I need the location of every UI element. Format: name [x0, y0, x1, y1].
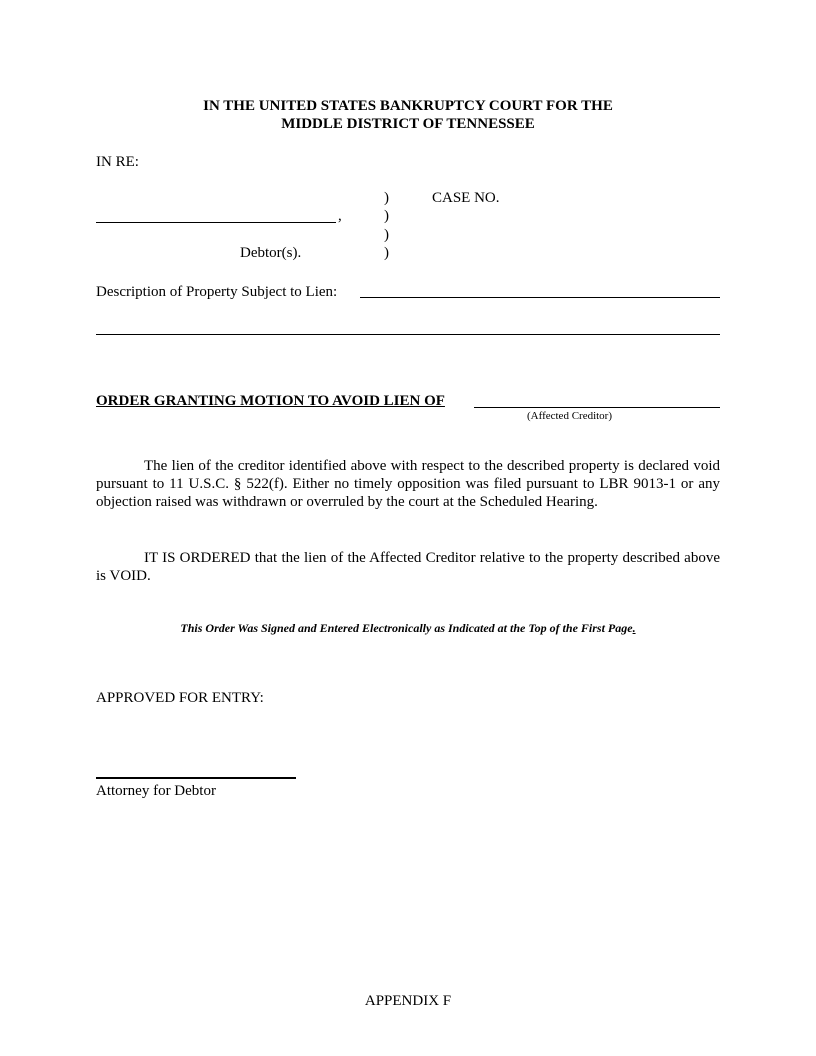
property-description-blank-2: [96, 334, 720, 335]
signed-note-period: .: [632, 621, 636, 635]
debtor-name-blank: [96, 222, 336, 223]
debtor-comma: ,: [338, 208, 342, 224]
caption-paren-2: ): [384, 208, 389, 224]
property-description-blank-1: [360, 297, 720, 298]
appendix-label: APPENDIX F: [364, 993, 452, 1009]
attorney-for-debtor-label: Attorney for Debtor: [96, 783, 216, 799]
signed-electronically-note: [96, 621, 720, 636]
court-title-line1: IN THE UNITED STATES BANKRUPTCY COURT FOR THE: [203, 98, 613, 114]
order-paragraph-2: IT IS ORDERED that the lien of the Affected Creditor relative to the property described above is VOID.: [96, 550, 720, 584]
signed-note-text: This Order Was Signed and Entered Electronically as Indicated at the Top of the First Page: [180, 621, 633, 635]
order-title: ORDER GRANTING MOTION TO AVOID LIEN OF: [96, 393, 445, 409]
debtor-label: Debtor(s).: [240, 245, 302, 261]
caption-paren-1: ): [384, 190, 389, 206]
caption-paren-4: ): [384, 245, 389, 261]
court-title-line2: MIDDLE DISTRICT OF TENNESSEE: [281, 116, 535, 132]
in-re-label: IN RE:: [96, 154, 139, 170]
approved-for-entry-label: APPROVED FOR ENTRY:: [96, 690, 264, 706]
affected-creditor-blank: [474, 407, 720, 408]
case-no-label: CASE NO.: [432, 190, 500, 206]
affected-creditor-label: (Affected Creditor): [527, 410, 613, 422]
property-description-label: Description of Property Subject to Lien:: [96, 284, 338, 300]
court-title: [96, 97, 720, 133]
order-paragraph-1: The lien of the creditor identified above with respect to the described property is declared void pursuant to 11 U.S.C. § 522(f). Either no timely opposition was filed pursuant to LBR 9013-1 or any objection raised was withdrawn or overruled by the court at the Scheduled Hearing.: [96, 458, 720, 510]
attorney-signature-line: [96, 777, 296, 779]
caption-paren-3: ): [384, 227, 389, 243]
